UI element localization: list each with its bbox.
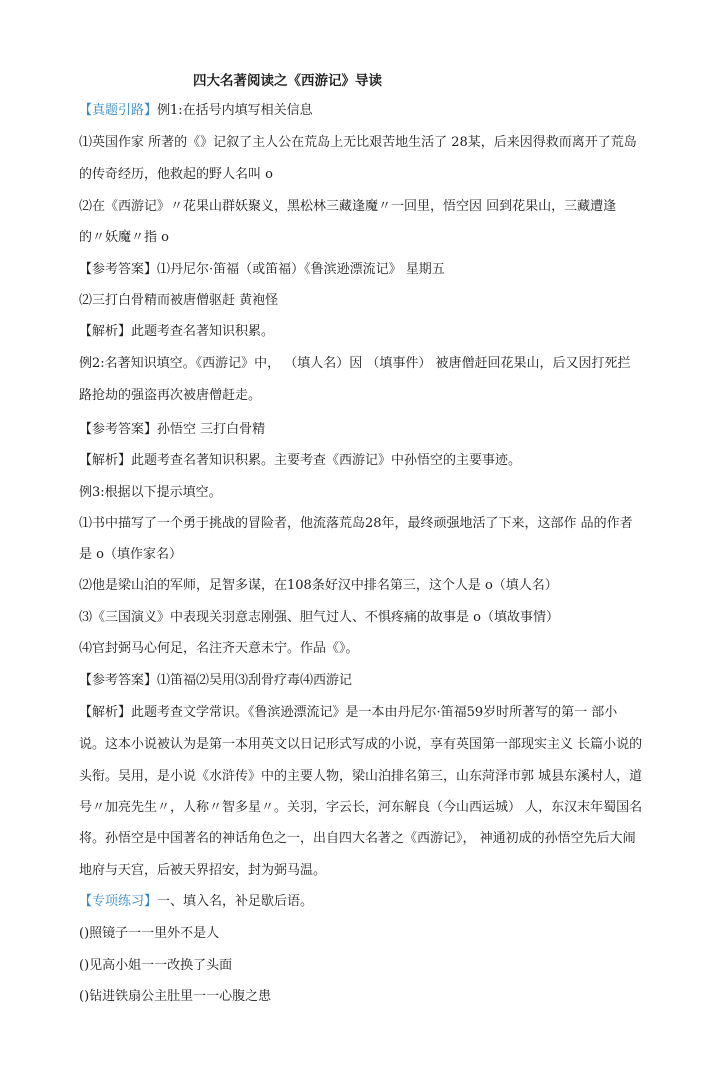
doc-line [79,862,644,879]
doc-line [79,355,644,372]
doc-line [79,799,644,816]
doc-line [79,609,644,626]
doc-line [79,640,644,657]
line-text: 【参考答案】⑴笛福⑵吴用⑶刮骨疗毒⑷西游记 [79,673,353,688]
line-text: 号〃加亮先生〃，人称〃智多星〃。关羽，字云长，河东解良（今山西运城） 人，东汉末年蜀国名 [79,800,643,815]
line-text: 路抢劫的强盗再次被唐僧赶走。 [79,388,262,403]
doc-line [79,736,644,753]
line-text: ⑵三打白骨精而被唐僧驱赶 黄袍怪 [79,293,279,308]
doc-line [79,577,644,594]
doc-line [79,452,644,469]
doc-line [79,515,644,532]
doc-line [79,988,644,1005]
section-tag: 【真题引路】 [79,103,158,118]
doc-line [79,484,644,501]
doc-line [79,323,644,340]
doc-line [79,421,644,438]
section-tag: 【专项练习】 [79,894,158,909]
line-text: ⑵他是梁山泊的军师，足智多谋，在108条好汉中排名第三，这个人是 o（填人名） [79,578,558,593]
line-text: 头衔。吴用，是小说《水浒传》中的主要人物，梁山泊排名第三，山东菏泽市郭 城县东溪村人，道 [79,769,643,784]
line-text: 【解析】此题考查名著知识积累。 [79,324,275,339]
doc-line [79,387,644,404]
line-text: 例1:在括号内填写相关信息 [157,103,313,118]
line-text: ()照镜子一一里外不是人 [79,926,220,941]
doc-title: 四大名著阅读之《西游记》导读 [193,73,382,89]
line-text: 的传奇经历，他救起的野人名叫 o [79,167,273,182]
doc-line [79,198,644,215]
line-text: ⑴英国作家 所著的《》记叙了主人公在荒岛上无比艰苦地生活了 28某，后来因得救而离开了荒岛 [79,135,637,150]
doc-line [79,704,644,721]
line-text: ()见高小姐一一改换了头面 [79,958,233,973]
line-text: ()钻进铁扇公主肚里一一心腹之患 [79,989,272,1004]
line-text: ⑵在《西游记》〃花果山群妖聚义，黑松林三藏逢魔〃一回里，悟空因 回到花果山，三藏遭逢 [79,199,617,214]
doc-line [79,546,644,563]
doc-line [79,893,644,910]
line-text: ⑶《三国演义》中表现关羽意志刚强、胆气过人、不惧疼痛的故事是 o（填故事情） [79,610,559,625]
doc-line [79,229,644,246]
doc-line [79,166,644,183]
doc-line [79,957,644,974]
doc-line [79,830,644,847]
line-text: 地府与天宫，后被天界招安，封为弼马温。 [79,863,327,878]
doc-line [79,768,644,785]
line-text: ⑷官封弼马心何足，名注齐天意未宁。作品《》。 [79,641,359,656]
line-text: 例2:名著知识填空。《西游记》中， （填人名）因 （填事件） 被唐僧赶回花果山，后又因打死拦 [79,356,631,371]
line-text: 一、填入名，补足歇后语。 [157,894,314,909]
line-text: 【参考答案】孙悟空 三打白骨精 [79,422,266,437]
doc-line [79,925,644,942]
line-text: 的〃妖魔〃指 o [79,230,169,245]
line-text: 【解析】此题考查文学常识。《鲁滨逊漂流记》是一本由丹尼尔·笛福59岁时所著写的第一 部小 [79,705,618,720]
doc-line [79,292,644,309]
line-text: 【解析】此题考查名著知识积累。主要考查《西游记》中孙悟空的主要事迹。 [79,453,522,468]
doc-line [79,672,644,689]
doc-line [79,134,644,151]
line-text: 说。这本小说被认为是第一本用英文以日记形式写成的小说，享有英国第一部现实主义 长篇小说的 [79,737,643,752]
doc-line [79,261,644,278]
line-text: ⑴书中描写了一个勇于挑战的冒险者，他流落荒岛28年，最终顽强地活了下来，这部作 品的作者 [79,516,633,531]
line-text: 【参考答案】⑴丹尼尔·笛福（或笛福）《鲁滨逊漂流记》 星期五 [79,262,445,277]
doc-line [79,102,644,119]
line-text: 是 o（填作家名） [79,547,182,562]
line-text: 例3:根据以下提示填空。 [79,485,222,500]
line-text: 将。孙悟空是中国著名的神话角色之一，出自四大名著之《西游记》， 神通初成的孙悟空先后大闹 [79,831,636,846]
